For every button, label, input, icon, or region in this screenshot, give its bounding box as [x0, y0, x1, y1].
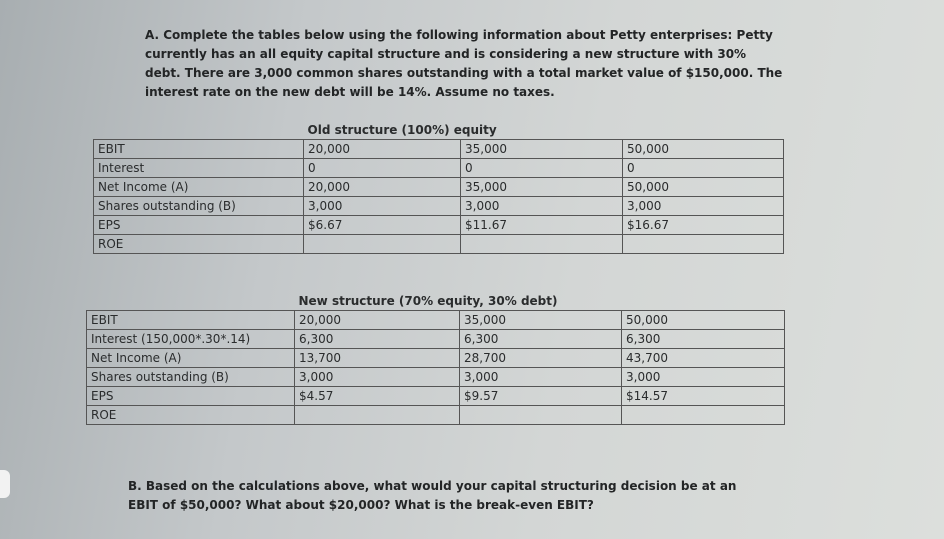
table-row — [94, 159, 784, 178]
table-row — [87, 311, 785, 330]
cell-value — [623, 235, 784, 254]
table-row — [94, 178, 784, 197]
row-label: EPS — [94, 216, 304, 235]
cell-value: $11.67 — [461, 216, 623, 235]
page-edge-highlight — [0, 470, 10, 498]
row-label: Shares outstanding (B) — [87, 368, 295, 387]
table-row — [94, 140, 784, 159]
cell-value: 50,000 — [623, 140, 784, 159]
row-label: Net Income (A) — [87, 349, 295, 368]
table-row — [94, 197, 784, 216]
cell-value — [622, 406, 785, 425]
cell-value: 3,000 — [622, 368, 785, 387]
header-spacer — [94, 121, 304, 140]
cell-value: 43,700 — [622, 349, 785, 368]
cell-value: 6,300 — [622, 330, 785, 349]
cell-value: 3,000 — [295, 368, 460, 387]
row-label: Interest — [94, 159, 304, 178]
row-label: EBIT — [87, 311, 295, 330]
question-a-text: A. Complete the tables below using the following information about Petty enterprises: Petty currently has an all equity capital structure and is considering a new structure with 30% debt. There are 3,000 common shares outstanding with a total market value of $150,000. The interest rate on the new debt will be 14%. Assume no taxes. — [145, 28, 783, 99]
cell-value: 13,700 — [295, 349, 460, 368]
row-label: Net Income (A) — [94, 178, 304, 197]
table-row — [94, 216, 784, 235]
cell-value: 0 — [623, 159, 784, 178]
row-label: ROE — [87, 406, 295, 425]
table-row — [87, 387, 785, 406]
new-structure-title: New structure (70% equity, 30% debt) — [295, 292, 785, 311]
cell-value: 20,000 — [304, 178, 461, 197]
cell-value: 35,000 — [461, 178, 623, 197]
row-label: EBIT — [94, 140, 304, 159]
cell-value: $6.67 — [304, 216, 461, 235]
cell-value: 50,000 — [622, 311, 785, 330]
cell-value — [460, 406, 622, 425]
cell-value: $9.57 — [460, 387, 622, 406]
cell-value: $4.57 — [295, 387, 460, 406]
cell-value: $14.57 — [622, 387, 785, 406]
question-b-text: B. Based on the calculations above, what would your capital structuring decision be at an EBIT of $50,000? What about $20,000? What is the break-even EBIT? — [128, 479, 737, 512]
cell-value: 3,000 — [461, 197, 623, 216]
cell-value: 0 — [461, 159, 623, 178]
cell-value: 6,300 — [295, 330, 460, 349]
cell-value — [461, 235, 623, 254]
cell-value: 3,000 — [460, 368, 622, 387]
old-structure-table — [93, 121, 784, 254]
row-label: ROE — [94, 235, 304, 254]
cell-value: 20,000 — [295, 311, 460, 330]
table-row — [87, 368, 785, 387]
cell-value: 50,000 — [623, 178, 784, 197]
table-row — [87, 406, 785, 425]
cell-value — [304, 235, 461, 254]
cell-value: 20,000 — [304, 140, 461, 159]
header-spacer — [87, 292, 295, 311]
row-label: Shares outstanding (B) — [94, 197, 304, 216]
cell-value: 28,700 — [460, 349, 622, 368]
row-label: EPS — [87, 387, 295, 406]
cell-value: $16.67 — [623, 216, 784, 235]
cell-value — [295, 406, 460, 425]
row-label: Interest (150,000*.30*.14) — [87, 330, 295, 349]
table-row — [87, 330, 785, 349]
cell-value: 3,000 — [623, 197, 784, 216]
cell-value: 3,000 — [304, 197, 461, 216]
cell-value: 35,000 — [460, 311, 622, 330]
table-row — [94, 235, 784, 254]
old-structure-title: Old structure (100%) equity — [304, 121, 784, 140]
cell-value: 6,300 — [460, 330, 622, 349]
cell-value: 0 — [304, 159, 461, 178]
cell-value: 35,000 — [461, 140, 623, 159]
new-structure-table — [86, 292, 785, 425]
table-row — [87, 349, 785, 368]
